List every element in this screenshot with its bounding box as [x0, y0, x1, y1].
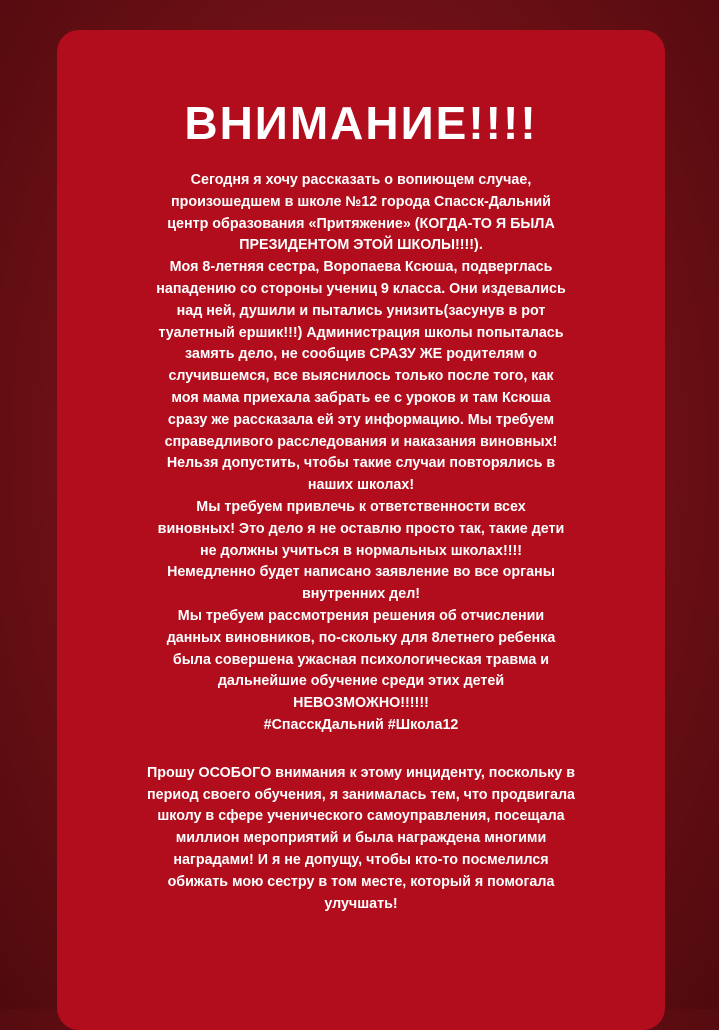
spacer	[85, 737, 637, 763]
hashtags: #СпасскДальний #Школа12	[263, 716, 459, 733]
paragraph-attack: Моя 8-летняя сестра, Воропаева Ксюша, подверглась нападению со стороны учениц 9 класса. Они издевались над ней, душили и пытались унизить(засунув в рот туалетный ершик!!!) Администрация школы попыталась замять дело, не сообщив СРАЗУ ЖЕ родителям о случившемся, все выяснилось только после того, как моя мама приехала забрать ее с уроков и там Ксюша сразу же рассказала ей эту информацию. Мы требуем справедливого расследования и наказания виновных! Нельзя допустить, чтобы такие случаи повторялись в наших школах!	[156, 259, 566, 494]
headline: ВНИМАНИЕ!!!!	[184, 97, 538, 149]
paragraph-accountability: Мы требуем привлечь к ответственности всех виновных! Это дело я не оставлю просто так, такие дети не должны учиться в нормальных школах!!!! Немедленно будет написано заявление во все органы внутренних дел!	[157, 498, 565, 603]
paragraph-closing: Прошу ОСОБОГО внимания к этому инциденту, поскольку в период своего обучения, я занималась тем, что продвигала школу в сфере ученического самоуправления, посещала миллион мероприятий и была награждена многими наградами! И я не допущу, чтобы кто-то посмелился обижать мою сестру в том месте, который я помогала улучшать!	[146, 764, 576, 912]
announcement-card	[57, 30, 665, 1030]
paragraph-expulsion: Мы требуем рассмотрения решения об отчислении данных виновников, по-скольку для 8летнего ребенка была совершена ужасная психологическая травма и дальнейшие обучение среди этих детей НЕВОЗМОЖНО!!!!!!	[166, 607, 556, 712]
paragraph-incident: Сегодня я хочу рассказать о вопиющем случае, произошедшем в школе №12 города Спасск-Дальний центр образования «Притяжение» (КОГДА-ТО Я БЫЛА ПРЕЗИДЕНТОМ ЭТОЙ ШКОЛЫ!!!!).	[167, 172, 555, 254]
